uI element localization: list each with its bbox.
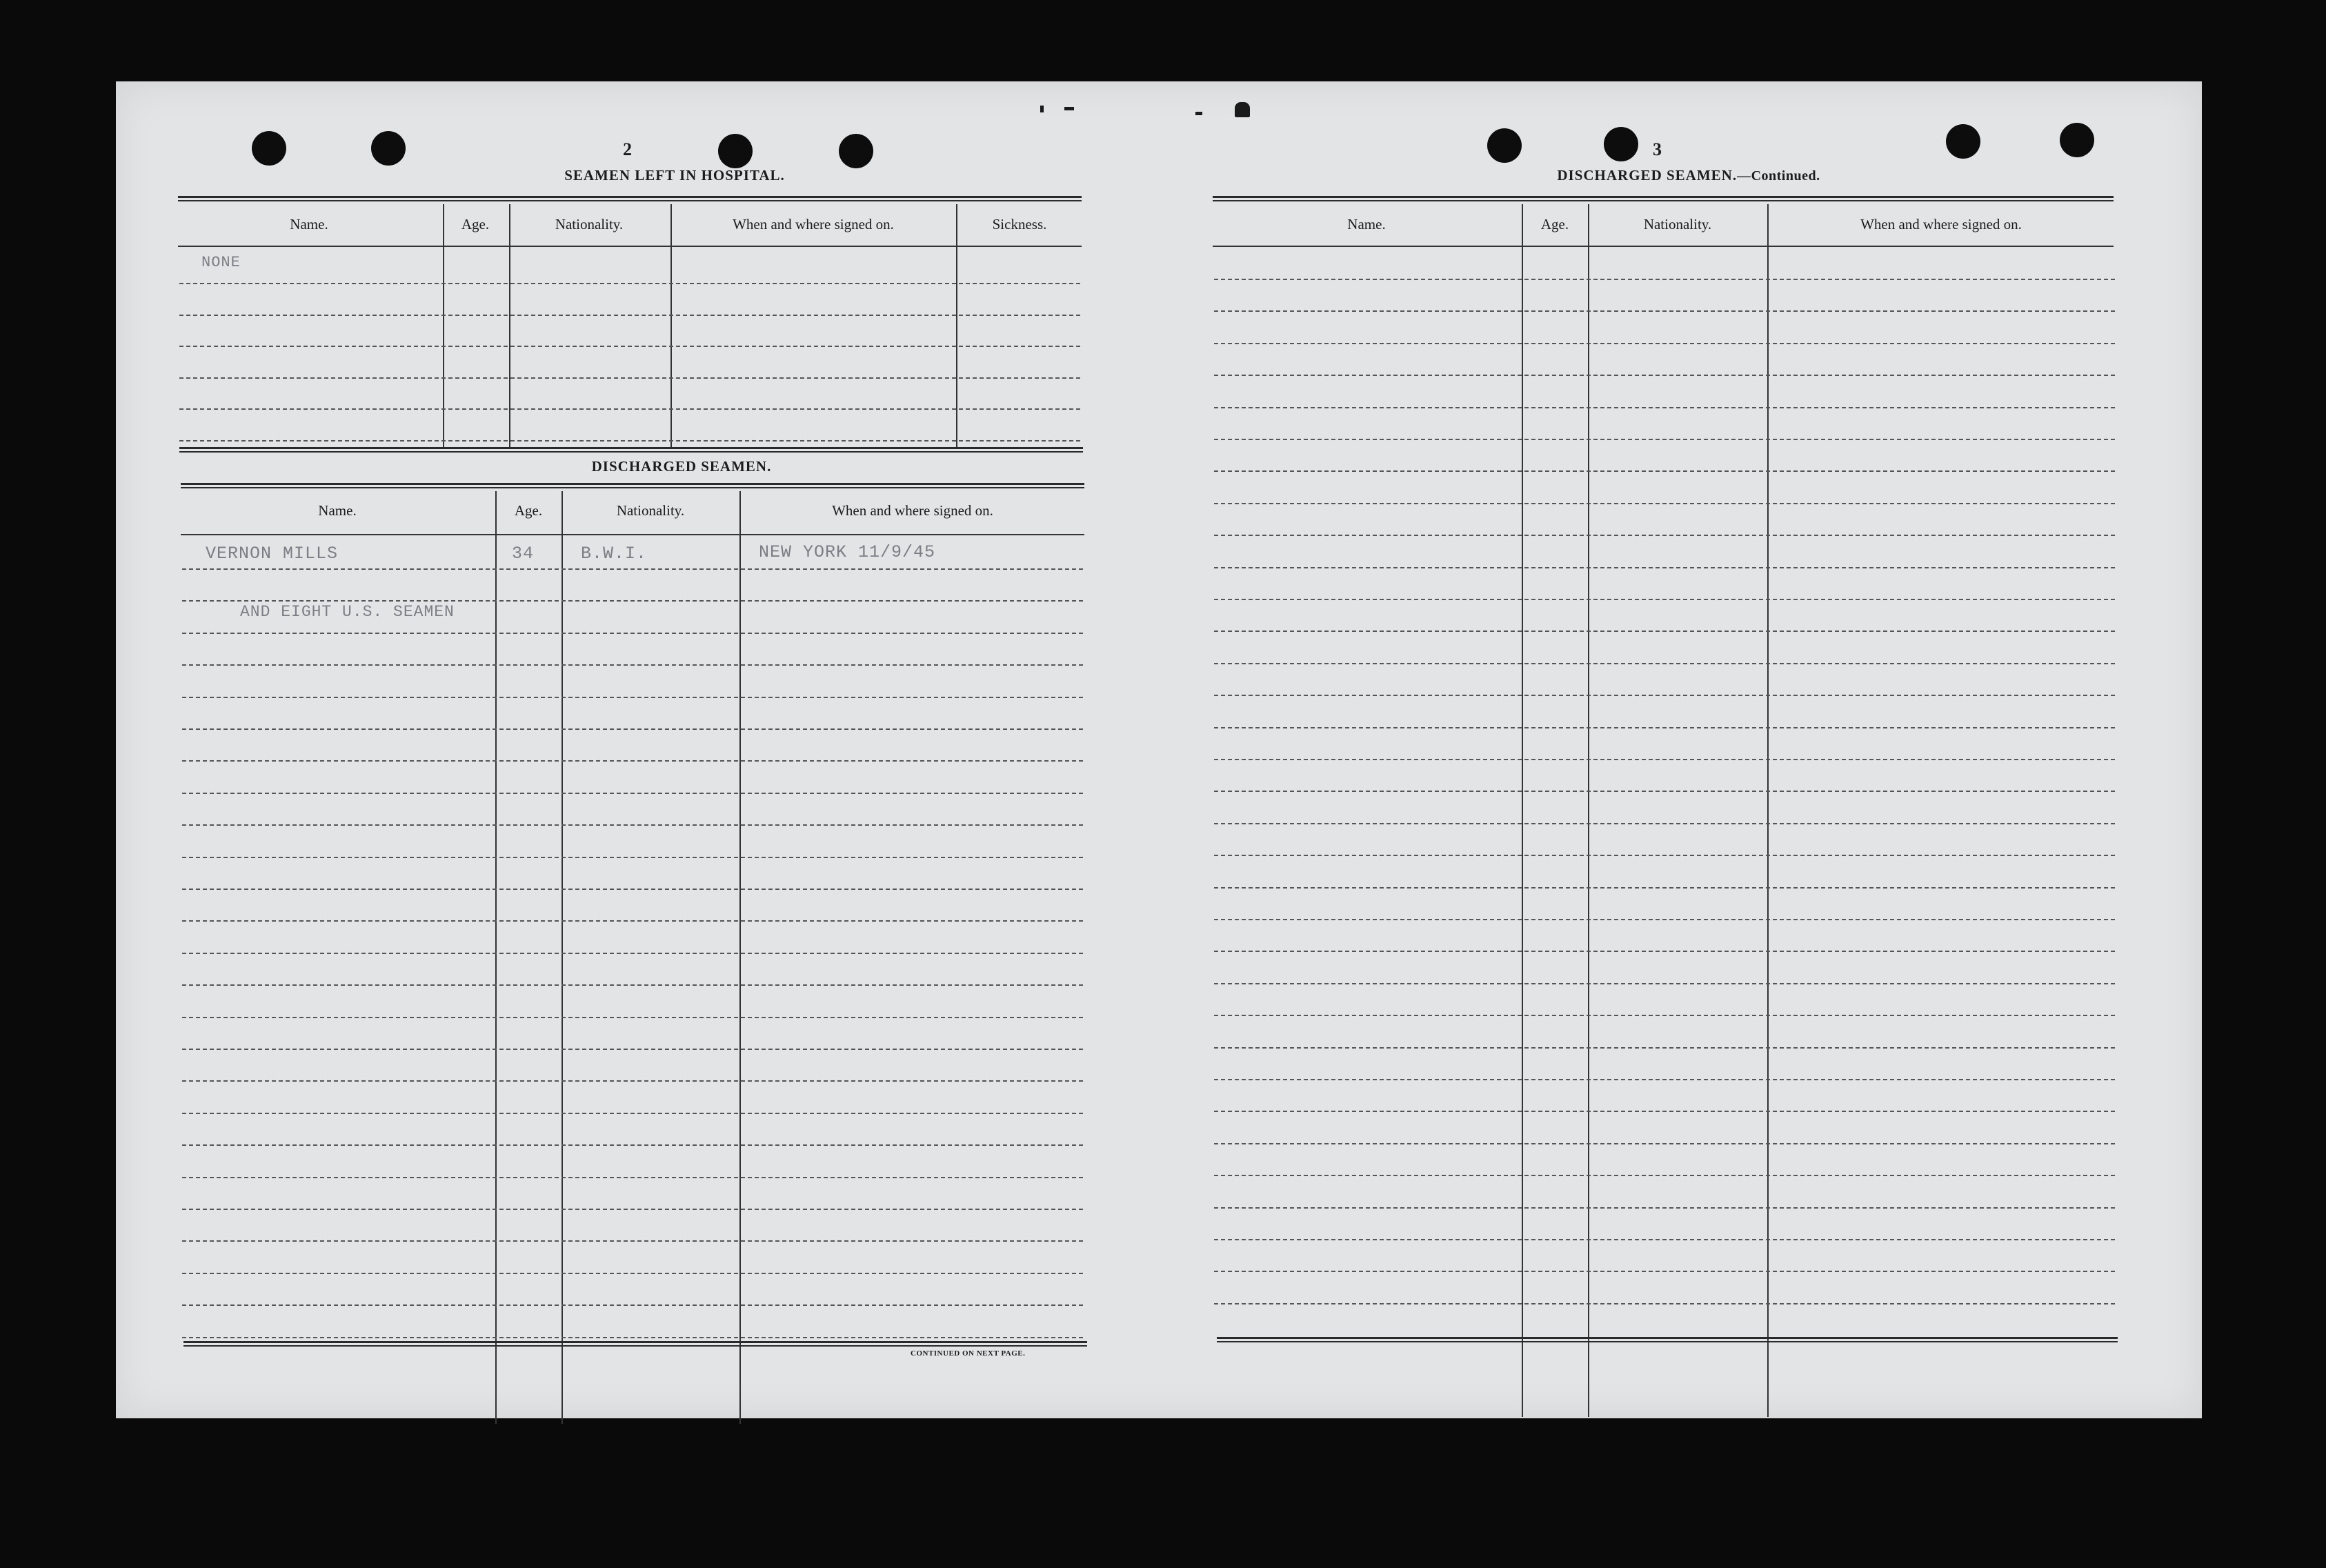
ruled-line [1214,1175,2115,1176]
punch-hole [1604,127,1638,161]
discharged-col-divider [561,491,563,1424]
hospital-col-name: Name. [290,216,328,232]
ruled-line [182,664,1083,666]
ruled-line [1214,983,2115,984]
ruled-line [182,984,1083,986]
right-title-main: DISCHARGED SEAMEN. [1557,167,1738,183]
ruled-line [1214,407,2115,408]
ruled-line [182,1273,1083,1274]
ruled-line [182,1240,1083,1242]
ruled-line [1214,1111,2115,1112]
ruled-line [1214,567,2115,568]
ruled-line [182,1337,1083,1338]
ruled-line [1214,310,2115,312]
ruled-line [182,1304,1083,1306]
ruled-line [1214,1143,2115,1144]
ruled-line [182,1017,1083,1018]
ruled-line [1214,855,2115,856]
scan-mark [1064,107,1074,110]
ruled-line [1214,887,2115,889]
ruled-line [1214,599,2115,600]
hospital-section-title: SEAMEN LEFT IN HOSPITAL. [564,167,785,183]
ruled-line [182,1144,1083,1146]
ruled-line [182,600,1083,602]
punch-hole [252,131,286,166]
hospital-table-bottom-rule [179,447,1083,453]
ruled-line [1214,759,2115,760]
hospital-col-divider [670,204,672,447]
ruled-line [1214,470,2115,472]
ruled-line [182,697,1083,698]
ruled-line [182,1049,1083,1050]
hospital-col-sickness: Sickness. [992,216,1047,232]
hospital-col-divider [956,204,957,447]
ruled-line [182,1177,1083,1178]
ruled-line [182,824,1083,826]
discharged-col-name: Name. [318,502,357,519]
discharged-row-1-nationality: B.W.I. [581,544,648,564]
hospital-col-divider [443,204,444,447]
ruled-line [1214,791,2115,792]
continued-note: CONTINUED ON NEXT PAGE. [911,1349,1026,1358]
ruled-line [1214,727,2115,728]
discharged-table-bottom-rule [183,1341,1087,1347]
ruled-line [1214,663,2115,664]
hospital-col-nationality: Nationality. [555,216,624,232]
discharged-row-1-age: 34 [512,544,535,564]
right-col-divider [1588,204,1589,1417]
ruled-line [1214,1079,2115,1080]
ruled-line [179,408,1080,410]
document-page [116,81,2202,1418]
discharged-table-top-rule [181,483,1084,488]
right-col-divider [1767,204,1769,1417]
ruled-line [1214,503,2115,504]
hospital-entry: NONE [201,254,241,271]
right-col-signed-on: When and where signed on. [1860,216,2022,232]
hospital-col-age: Age. [461,216,490,232]
hospital-header-rule [178,246,1082,247]
right-col-age: Age. [1540,216,1569,232]
ruled-line [182,953,1083,954]
ruled-line [1214,951,2115,952]
right-col-divider [1522,204,1523,1417]
ruled-line [1214,1271,2115,1272]
ruled-line [1214,343,2115,344]
ruled-line [1214,1047,2115,1049]
ruled-line [1214,1239,2115,1240]
ruled-line [1214,695,2115,696]
ruled-line [1214,1303,2115,1304]
right-col-name: Name. [1347,216,1386,232]
ruled-line [182,889,1083,890]
discharged-row-1-name: VERNON MILLS [206,544,339,564]
ruled-line [182,728,1083,730]
ruled-line [1214,1015,2115,1016]
discharged-col-signed-on: When and where signed on. [832,502,993,519]
scan-mark [1235,102,1250,117]
discharged-col-divider [495,491,497,1424]
discharged-header-rule [181,534,1084,535]
ruled-line [182,793,1083,794]
ruled-line [1214,279,2115,280]
ruled-line [182,633,1083,634]
punch-hole [718,134,753,168]
ruled-line [179,283,1080,284]
ruled-line [1214,439,2115,440]
discharged-row-2-name: AND EIGHT U.S. SEAMEN [240,603,455,621]
discharged-section-title: DISCHARGED SEAMEN. [591,458,772,475]
right-page-number: 3 [1653,139,1662,159]
right-table-bottom-rule [1217,1337,2118,1342]
discharged-row-1-signed-on: NEW YORK 11/9/45 [759,542,936,562]
ruled-line [1214,535,2115,536]
ruled-line [182,760,1083,762]
right-title-suffix: —Continued. [1737,168,1820,183]
hospital-col-signed-on: When and where signed on. [733,216,894,232]
punch-hole [839,134,873,168]
right-header-rule [1213,246,2114,247]
scan-mark [1040,106,1044,112]
ruled-line [1214,919,2115,920]
ruled-line [182,1209,1083,1210]
discharged-col-nationality: Nationality. [616,502,685,519]
left-page-number: 2 [623,139,632,159]
punch-hole [1946,124,1980,159]
punch-hole [2060,123,2094,157]
ruled-line [1214,375,2115,376]
hospital-table-top-rule [178,196,1082,201]
punch-hole [371,131,406,166]
punch-hole [1487,128,1522,163]
right-section-title [1468,167,1909,184]
ruled-line [1214,823,2115,824]
ruled-line [182,857,1083,858]
ruled-line [179,315,1080,316]
ruled-line [179,440,1080,441]
ruled-line [1214,1207,2115,1209]
discharged-col-divider [739,491,741,1424]
scan-mark [1195,112,1202,115]
ruled-line [182,1113,1083,1114]
ruled-line [1214,631,2115,632]
ruled-line [182,1080,1083,1082]
ruled-line [182,920,1083,922]
discharged-col-age: Age. [514,502,543,519]
right-table-top-rule [1213,196,2114,201]
ruled-line [179,377,1080,379]
ruled-line [182,568,1083,570]
right-col-nationality: Nationality. [1643,216,1712,232]
hospital-col-divider [509,204,510,447]
ruled-line [179,346,1080,347]
